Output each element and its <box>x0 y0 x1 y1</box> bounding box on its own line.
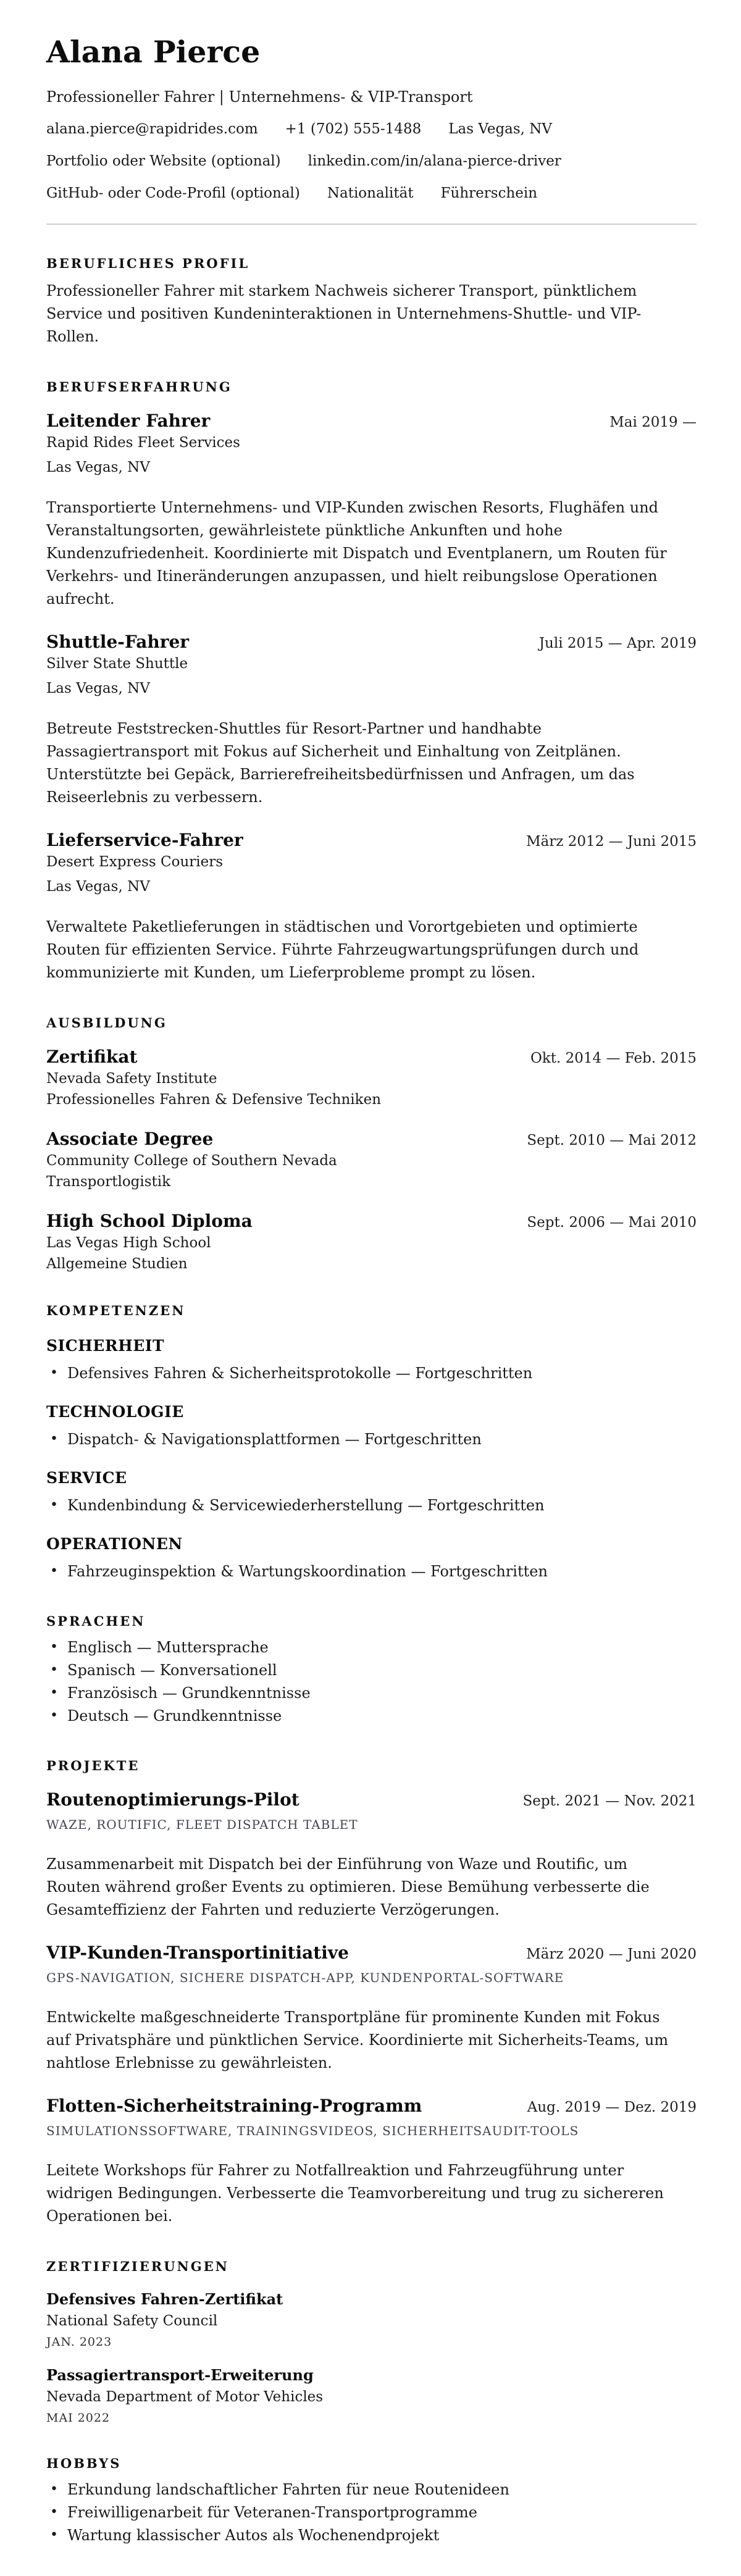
job-entry-head <box>46 411 697 431</box>
skill-category-name: SICHERHEIT <box>46 1336 165 1355</box>
header-divider <box>46 224 697 225</box>
nationality-text: Nationalität <box>327 185 414 201</box>
project-description: Leitete Workshops für Fahrer zu Notfallreaktion und Fahrzeugführung unter widrigen Bedingungen. Verbesserte die Teamvorbereitung und trug zu sichereren Operationen bei. <box>46 2161 664 2225</box>
skill-item: • Fahrzeuginspektion & Wartungskoordination — Fortgeschritten <box>46 1560 697 1583</box>
job-entry <box>46 411 697 611</box>
profile-text: Professioneller Fahrer mit starkem Nachweis sicherer Transport, pünktlichem Service und positiven Kundeninteraktionen in Unternehmens-Shuttle- und VIP-Rollen. <box>46 282 642 345</box>
skill-category-name: TECHNOLOGIE <box>46 1402 184 1421</box>
certification-date: JAN. 2023 <box>46 2335 112 2349</box>
education-date: Okt. 2014 — Feb. 2015 <box>530 1050 697 1066</box>
job-location: Las Vegas, NV <box>46 459 150 475</box>
section-heading-hobbies: HOBBYS <box>46 2455 122 2471</box>
certification-title: Passagiertransport-Erweiterung <box>46 2365 314 2384</box>
phone-text: +1 (702) 555-1488 <box>285 121 422 138</box>
job-company: Desert Express Couriers <box>46 853 224 870</box>
certification-issuer: National Safety Council <box>46 2312 218 2329</box>
language-item: • Englisch — Muttersprache <box>46 1636 697 1658</box>
language-item: • Spanisch — Konversationell <box>46 1659 697 1681</box>
education-entry-head <box>46 1047 697 1067</box>
contact-row-2 <box>46 153 697 170</box>
education-field: Allgemeine Studien <box>46 1255 188 1272</box>
job-title: Leitender Fahrer <box>46 410 211 431</box>
section-heading-certifications: ZERTIFIZIERUNGEN <box>46 2258 229 2274</box>
job-location: Las Vegas, NV <box>46 878 150 895</box>
hobby-item: • Wartung klassischer Autos als Wochenendprojekt <box>46 2524 697 2546</box>
job-entry <box>46 632 697 809</box>
project-date: Sept. 2021 — Nov. 2021 <box>522 1792 697 1809</box>
location-text: Las Vegas, NV <box>448 121 553 138</box>
project-entry <box>46 1789 697 1922</box>
certification-issuer: Nevada Department of Motor Vehicles <box>46 2388 324 2405</box>
education-school: Community College of Southern Nevada <box>46 1152 337 1169</box>
education-entry-head <box>46 1211 697 1231</box>
candidate-name: Alana Pierce <box>46 34 261 70</box>
section-heading-education: AUSBILDUNG <box>46 1014 167 1031</box>
education-school: Nevada Safety Institute <box>46 1070 217 1087</box>
education-degree: Associate Degree <box>46 1128 214 1149</box>
job-entry-head <box>46 830 697 850</box>
job-description: Transportierte Unternehmens- und VIP-Kunden zwischen Resorts, Flughäfen und Veranstaltungsorten, gewährleistete pünktliche Ankunften und hohe Kundenzufriedenheit. Koordinierte mit Dispatch und Eventplanern, um Routen für Verkehrs- und Itineränderungen anzupassen, und hielt reibungslose Operationen aufrecht. <box>46 498 667 608</box>
project-tools: SIMULATIONSSOFTWARE, TRAININGSVIDEOS, SICHERHEITSAUDIT-TOOLS <box>46 2123 579 2138</box>
section-experience <box>46 379 697 984</box>
linkedin-text: linkedin.com/in/alana-pierce-driver <box>308 153 561 170</box>
job-description: Verwaltete Paketlieferungen in städtischen und Vorortgebieten und optimierte Routen für effizienten Service. Führte Fahrzeugwartungsprüfungen durch und kommunizierte mit Kunden, um Lieferprobleme prompt zu lösen. <box>46 918 639 981</box>
skill-item: • Defensives Fahren & Sicherheitsprotokolle — Fortgeschritten <box>46 1362 697 1384</box>
skill-category-name: OPERATIONEN <box>46 1534 183 1553</box>
skill-item: • Dispatch- & Navigationsplattformen — Fortgeschritten <box>46 1428 697 1450</box>
project-date: Aug. 2019 — Dez. 2019 <box>527 2099 697 2115</box>
hobby-item: • Erkundung landschaftlicher Fahrten für neue Routenideen <box>46 2478 697 2501</box>
job-company: Rapid Rides Fleet Services <box>46 434 240 451</box>
language-item: • Französisch — Grundkenntnisse <box>46 1682 697 1704</box>
job-date: Mai 2019 — <box>609 414 697 430</box>
project-date: März 2020 — Juni 2020 <box>526 1946 697 1962</box>
job-company: Silver State Shuttle <box>46 655 188 672</box>
resume-header <box>46 35 697 225</box>
hobby-list <box>46 2478 697 2546</box>
section-skills <box>46 1303 697 1583</box>
project-entry-head <box>46 2096 697 2116</box>
job-description: Betreute Feststrecken-Shuttles für Resort-Partner und handhabte Passagiertransport mit Fokus auf Sicherheit und Einhaltung von Zeitplänen. Unterstützte bei Gepäck, Barrierefreiheitsbedürfnissen und Anfragen, um das Reiseerlebnis zu verbessern. <box>46 719 635 806</box>
job-title: Lieferservice-Fahrer <box>46 829 243 850</box>
hobby-item: • Freiwilligenarbeit für Veteranen-Transportprogramme <box>46 2501 697 2524</box>
section-hobbies <box>46 2456 697 2546</box>
skill-list <box>46 1494 697 1516</box>
education-field: Professionelles Fahren & Defensive Techniken <box>46 1091 382 1108</box>
certification-title: Defensives Fahren-Zertifikat <box>46 2290 283 2308</box>
section-heading-skills: KOMPETENZEN <box>46 1302 186 1318</box>
project-title: Routenoptimierungs-Pilot <box>46 1789 299 1810</box>
language-item: • Deutsch — Grundkenntnisse <box>46 1705 697 1727</box>
job-date: Juli 2015 — Apr. 2019 <box>538 635 697 651</box>
skill-category-name: SERVICE <box>46 1468 127 1487</box>
skill-list <box>46 1560 697 1583</box>
education-school: Las Vegas High School <box>46 1234 211 1251</box>
github-placeholder-text: GitHub- oder Code-Profil (optional) <box>46 185 300 201</box>
candidate-title: Professioneller Fahrer | Unternehmens- & VIP-Transport <box>46 88 473 106</box>
section-heading-profile: BERUFLICHES PROFIL <box>46 255 250 271</box>
section-languages <box>46 1613 697 1727</box>
project-entry-head <box>46 1789 697 1810</box>
education-date: Sept. 2006 — Mai 2010 <box>527 1214 697 1231</box>
certification-date: MAI 2022 <box>46 2411 111 2425</box>
section-education <box>46 1015 697 1272</box>
project-title: Flotten-Sicherheitstraining-Programm <box>46 2095 422 2116</box>
certification-entry <box>46 2366 697 2425</box>
job-location: Las Vegas, NV <box>46 680 150 696</box>
project-entry-head <box>46 1942 697 1963</box>
project-tools: WAZE, ROUTIFIC, FLEET DISPATCH TABLET <box>46 1817 358 1832</box>
project-tools: GPS-NAVIGATION, SICHERE DISPATCH-APP, KUNDENPORTAL-SOFTWARE <box>46 1970 564 1985</box>
section-heading-languages: SPRACHEN <box>46 1613 146 1629</box>
section-profile <box>46 256 697 348</box>
education-entry <box>46 1047 697 1108</box>
section-certifications <box>46 2259 697 2425</box>
job-entry-head <box>46 632 697 652</box>
language-list <box>46 1636 697 1727</box>
project-title: VIP-Kunden-Transportinitiative <box>46 1942 349 1963</box>
skill-item: • Kundenbindung & Servicewiederherstellung — Fortgeschritten <box>46 1494 697 1516</box>
email-text: alana.pierce@rapidrides.com <box>46 121 258 138</box>
education-date: Sept. 2010 — Mai 2012 <box>527 1132 697 1148</box>
education-entry <box>46 1211 697 1272</box>
certification-entry <box>46 2290 697 2349</box>
license-text: Führerschein <box>440 185 538 201</box>
job-title: Shuttle-Fahrer <box>46 631 190 652</box>
contact-row-3 <box>46 185 697 203</box>
section-heading-experience: BERUFSERFAHRUNG <box>46 378 232 395</box>
project-description: Zusammenarbeit mit Dispatch bei der Einführung von Waze und Routific, um Routen während großer Events zu optimieren. Diese Bemühung verbesserte die Gesamteffizienz der Fahrten und reduzierte Verzögerungen. <box>46 1855 650 1918</box>
education-entry <box>46 1129 697 1190</box>
contact-row-1 <box>46 120 697 138</box>
skill-list <box>46 1428 697 1450</box>
section-projects <box>46 1758 697 2228</box>
job-date: März 2012 — Juni 2015 <box>526 833 697 850</box>
skill-list <box>46 1362 697 1384</box>
project-description: Entwickelte maßgeschneiderte Transportpläne für prominente Kunden mit Fokus auf Privatsphäre und pünktlichen Service. Koordinierte mit Sicherheits-Teams, um nahtlose Erlebnisse zu gewährleisten. <box>46 2008 669 2072</box>
project-entry <box>46 2096 697 2228</box>
education-degree: Zertifikat <box>46 1046 138 1067</box>
job-entry <box>46 830 697 984</box>
education-field: Transportlogistik <box>46 1173 171 1190</box>
education-entry-head <box>46 1129 697 1149</box>
section-heading-projects: PROJEKTE <box>46 1757 140 1773</box>
portfolio-placeholder-text: Portfolio oder Website (optional) <box>46 153 281 170</box>
project-entry <box>46 1942 697 2075</box>
education-degree: High School Diploma <box>46 1210 253 1231</box>
